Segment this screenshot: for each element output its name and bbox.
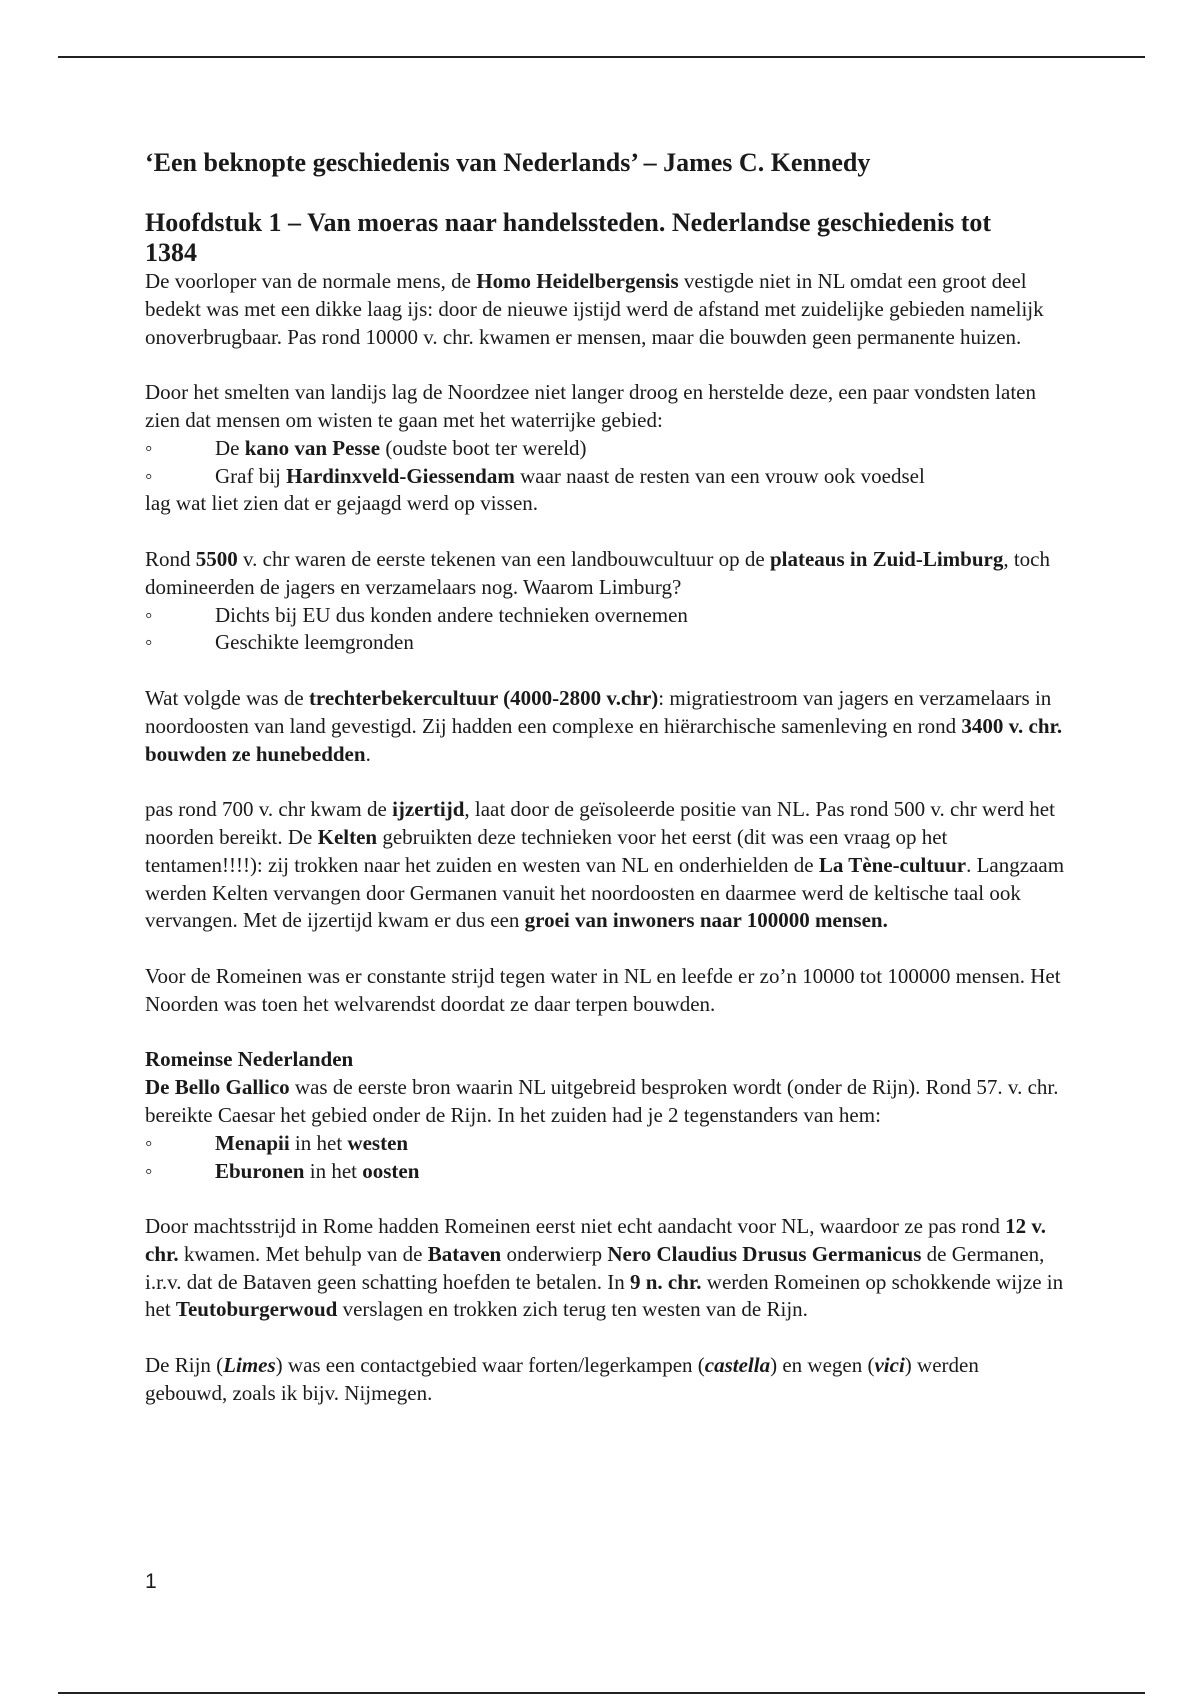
chapter-title: Hoofdstuk 1 – Van moeras naar handelssteden. Nederlandse geschiedenis tot 1384 xyxy=(145,208,992,267)
bullet-icon: ◦ xyxy=(145,1158,153,1183)
list-item: ◦ De kano van Pesse (oudste boot ter wereld) xyxy=(145,435,1065,463)
bullet-icon: ◦ xyxy=(145,602,153,627)
document-title: ‘Een beknopte geschiedenis van Nederlands’ – James C. Kennedy xyxy=(145,148,871,177)
list-item-continuation: lag wat liet zien dat er gejaagd werd op vissen. xyxy=(145,491,539,516)
bullet-icon: ◦ xyxy=(145,1130,153,1155)
paragraph-machtsstrijd-rome: Door machtsstrijd in Rome hadden Romeinen eerst niet echt aandacht voor NL, waardoor ze pas rond 12 v. chr. kwamen. Met behulp van de Bataven onderwierp Nero Claudius Drusus Germanicus de Germanen, i.r.v. dat de Bataven geen schatting hoefden te betalen. In 9 n. chr. werden Romeinen op schokkende wijze in het Teutoburgerwoud verslagen en trokken zich terug ten westen van de Rijn. xyxy=(145,1214,1064,1322)
list-item: ◦ Dichts bij EU dus konden andere technieken overnemen xyxy=(145,602,1065,630)
paragraph-de-bello-gallico: De Bello Gallico was de eerste bron waarin NL uitgebreid besproken wordt (onder de Rijn). Rond 57. v. chr. bereikte Caesar het gebied onder de Rijn. In het zuiden had je 2 tegenstanders van hem: xyxy=(145,1075,1059,1127)
paragraph-landbouwcultuur: Rond 5500 v. chr waren de eerste tekenen van een landbouwcultuur op de plateaus in Zuid-Limburg, toch domineerden de jagers en verzamelaars nog. Waarom Limburg? xyxy=(145,546,1050,599)
paragraph-trechterbekercultuur: Wat volgde was de trechterbekercultuur (4000-2800 v.chr): migratiestroom van jagers en verzamelaars in noordoosten van land gevestigd. Zij hadden een complexe en hiërarchische samenleving en rond 3400 v. chr. bouwden ze hunebedden. xyxy=(145,685,1063,766)
list-item: ◦ Eburonen in het oosten xyxy=(145,1158,1065,1186)
page-number: 1 xyxy=(145,1570,157,1593)
paragraph-noordzee: Door het smelten van landijs lag de Noordzee niet langer droog en herstelde deze, een paar vondsten laten zien dat mensen om wisten te gaan met het waterrijke gebied: xyxy=(145,380,1036,432)
paragraph-limes: De Rijn (Limes) was een contactgebied waar forten/legerkampen (castella) en wegen (vici) werden gebouwd, zoals ik bijv. Nijmegen. xyxy=(145,1353,979,1405)
list-item: ◦ Menapii in het westen xyxy=(145,1130,1065,1158)
paragraph-homo-heidelbergensis: De voorloper van de normale mens, de Homo Heidelbergensis vestigde niet in NL omdat een groot deel bedekt was met een dikke laag ijs: door de nieuwe ijstijd werd de afstand met zuidelijke gebieden namelijk onoverbrugbaar. Pas rond 10000 v. chr. kwamen er mensen, maar die bouwden geen permanente huizen. xyxy=(145,269,1044,349)
list-item: ◦ Graf bij Hardinxveld-Giessendam waar naast de resten van een vrouw ook voedsel xyxy=(145,463,1065,491)
bullet-icon: ◦ xyxy=(145,435,153,460)
paragraph-ijzertijd: pas rond 700 v. chr kwam de ijzertijd, laat door de geïsoleerde positie van NL. Pas rond 500 v. chr werd het noorden bereikt. De Kelten gebruikten deze technieken voor het eerst (dit was een vraag op het tentamen!!!!): zij trokken naar het zuiden en westen van NL en onderhielden de La Tène-cultuur. Langzaam werden Kelten vervangen door Germanen vanuit het noordoosten en daarmee werd de keltische taal ook vervangen. Met de ijzertijd kwam er dus een groei van inwoners naar 100000 mensen. xyxy=(145,797,1065,933)
bullet-icon: ◦ xyxy=(145,463,153,488)
top-rule xyxy=(58,56,1145,58)
bottom-rule xyxy=(58,1692,1145,1694)
list-item: ◦ Geschikte leemgronden xyxy=(145,629,1065,657)
paragraph-romeinen-water: Voor de Romeinen was er constante strijd tegen water in NL en leefde er zo’n 10000 tot 100000 mensen. Het Noorden was toen het welvarendst doordat ze daar terpen bouwden. xyxy=(145,963,1061,1016)
section-heading-romeinse-nederlanden: Romeinse Nederlanden xyxy=(145,1047,354,1072)
bullet-icon: ◦ xyxy=(145,630,153,655)
document-page xyxy=(145,140,1065,1408)
